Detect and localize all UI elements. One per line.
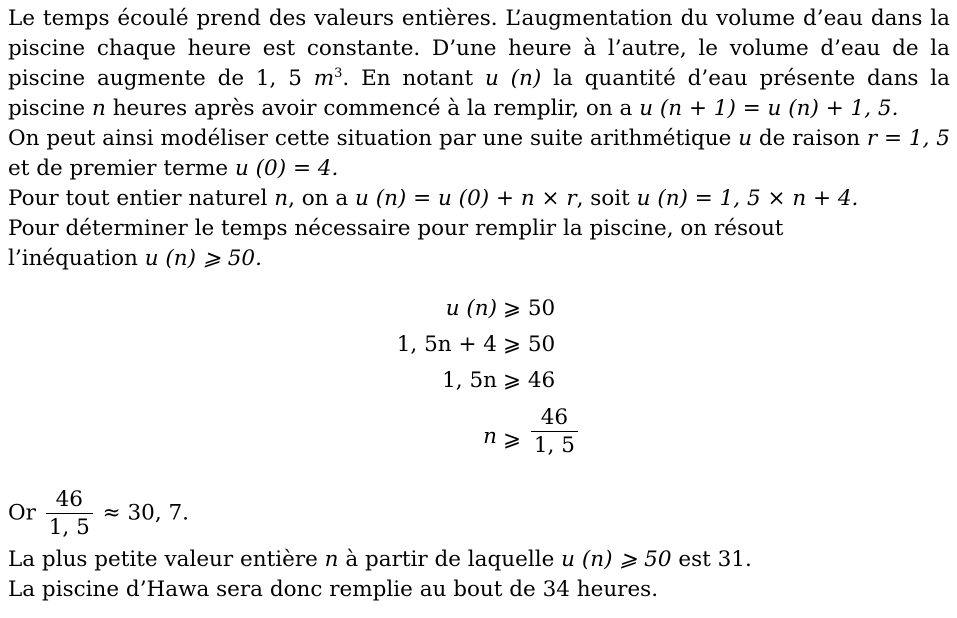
math-u-n: u (n) [485,66,542,91]
step-rhs: ⩾ 46 [503,368,556,393]
conclusion-line-2: La piscine d’Hawa sera donc remplie au bout de 34 heures. [8,577,659,602]
step-lhs: n [483,424,497,449]
paragraph-context: Le temps écoulé prend des valeurs entières. L’augmentation du volume d’eau dans la piscine chaque heure est constante. D’une heure à l’autre, le volume d’eau de la piscine augmente de 1, 5 $m^3$. En notant u (n) la quantité d’eau présente dans la piscine n heures après avoir commencé à la remplir, on a u (n + 1) = u (n) + 1, 5. [8,6,950,121]
math-u: u [738,126,753,151]
math-reason: r = 1, 5 [866,126,950,151]
paragraph-model: On peut ainsi modéliser cette situation par une suite arithmétique u de raison r = 1, 5 et de premier terme u (0) = 4. [8,126,950,181]
paragraph-formula: Pour tout entier naturel n, on a u (n) = u (0) + n × r, soit u (n) = 1, 5 × n + 4. [8,186,859,211]
unit-exponent: 3 [334,66,343,81]
step-rhs: ⩾ 50 [503,332,556,357]
step-lhs: 1, 5n [442,368,497,393]
paragraph-inequation: Pour déterminer le temps nécessaire pour remplir la piscine, on résout l’inéquation u (n) ⩾ 50. [8,216,784,271]
or-line [8,486,189,541]
approximation: ≈ 30, 7. [102,500,190,526]
step-relation: ⩾ [503,426,522,452]
math-explicit-formula: u (n) = 1, 5 × n + 4. [636,186,859,211]
fraction-denominator: 1, 5 [531,431,578,459]
fraction-numerator: 46 [55,487,83,512]
math-first-term: u (0) = 4. [234,156,339,181]
or-prefix: Or [8,500,36,526]
fraction-denominator: 1, 5 [46,513,93,541]
math-n: n [92,96,106,121]
conclusion-line-1: La plus petite valeur entière n à partir de laquelle u (n) ⩾ 50 est 31. [8,547,752,572]
step-rhs: ⩾ 50 [503,296,556,321]
unit-symbol: m [313,66,335,91]
fraction-numerator: 46 [540,405,569,430]
fraction [531,404,578,459]
math-n: n [324,547,339,572]
conclusion [8,545,950,605]
fraction [46,486,93,541]
step-lhs: 1, 5n + 4 [396,332,497,357]
math-general-formula: u (n) = u (0) + n × r [355,186,577,211]
math-n: n [274,186,289,211]
math-inequation: u (n) ⩾ 50. [144,246,262,271]
solution-document [8,4,950,274]
math-recurrence: u (n + 1) = u (n) + 1, 5. [639,96,899,121]
step-lhs: u (n) [445,296,497,321]
math-inequality: u (n) ⩾ 50 [561,547,672,572]
